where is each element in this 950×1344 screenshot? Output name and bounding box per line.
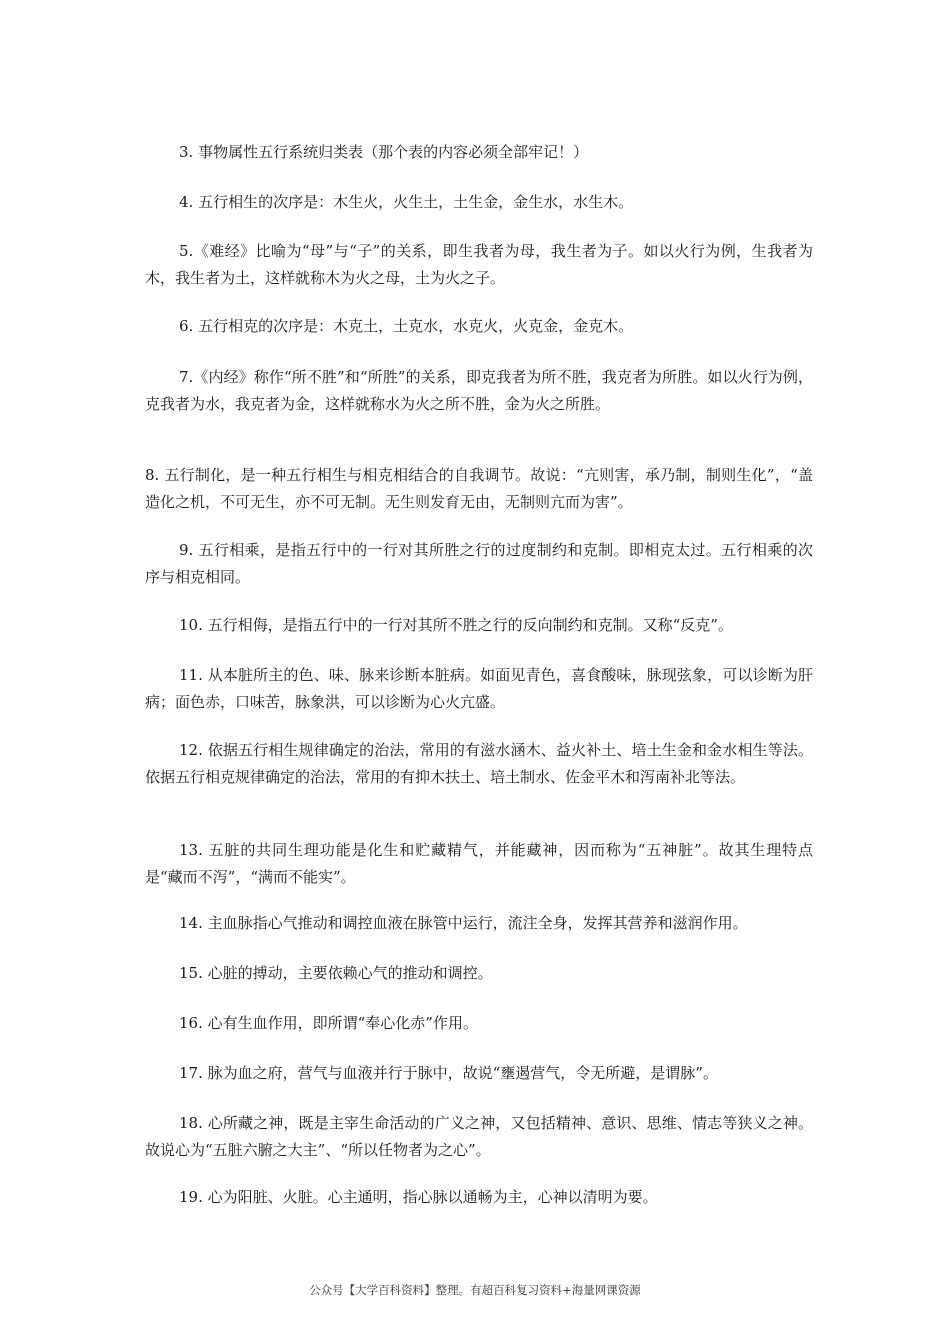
item-17: 17. 脉为血之府，营气与血液并行于脉中，故说“壅遏营气，令无所避，是谓脉”。 [179, 1064, 718, 1082]
item-9: 9. 五行相乘，是指五行中的一行对其所胜之行的过度制约和克制。即相克太过。五行相乘的次序与相克相同。 [145, 541, 813, 586]
item-4: 4. 五行相生的次序是：木生火，火生土，土生金，金生水，水生木。 [179, 193, 634, 211]
item-14: 14. 主血脉指心气推动和调控血液在脉管中运行，流注全身，发挥其营养和滋润作用。 [179, 914, 748, 932]
item-15: 15. 心脏的搏动，主要依赖心气的推动和调控。 [179, 964, 493, 982]
item-10: 10. 五行相侮，是指五行中的一行对其所不胜之行的反向制约和克制。又称“反克”。 [179, 616, 733, 634]
item-13: 13. 五脏的共同生理功能是化生和贮藏精气，并能藏神，因而称为“五神脏”。故其生理特点是“藏而不泻”，“满而不能实”。 [145, 841, 813, 886]
item-19: 19. 心为阳脏、火脏。心主通明，指心脉以通畅为主，心神以清明为要。 [179, 1188, 658, 1206]
item-7: 7.《内经》称作“所不胜”和“所胜”的关系，即克我者为所不胜，我克者为所胜。如以火行为例，克我者为水，我克者为金，这样就称水为火之所不胜，金为火之所胜。 [145, 368, 813, 413]
footer-note: 公众号【大学百科资料】整理。有超百科复习资料+海量网课资源 [309, 1283, 641, 1297]
item-18: 18. 心所藏之神，既是主宰生命活动的广义之神，又包括精神、意识、思维、情志等狭义之神。故说心为“五脏六腑之大主”、“所以任物者为之心”。 [145, 1114, 813, 1159]
item-16: 16. 心有生血作用，即所谓“奉心化赤”作用。 [179, 1014, 478, 1032]
item-8: 8. 五行制化，是一种五行相生与相克相结合的自我调节。故说：“亢则害，承乃制，制则生化”，“盖造化之机，不可无生，亦不可无制。无生则发育无由，无制则亢而为害”。 [145, 466, 813, 511]
item-12: 12. 依据五行相生规律确定的治法，常用的有滋水涵木、益火补土、培土生金和金水相生等法。依据五行相克规律确定的治法，常用的有抑木扶土、培土制水、佐金平木和泻南补北等法。 [145, 741, 813, 786]
item-5: 5.《难经》比喻为“母”与“子”的关系，即生我者为母，我生者为子。如以火行为例，生我者为木，我生者为土，这样就称木为火之母，土为火之子。 [145, 242, 813, 287]
item-3: 3. 事物属性五行系统归类表（那个表的内容必须全部牢记！） [179, 143, 589, 161]
item-11: 11. 从本脏所主的色、味、脉来诊断本脏病。如面见青色，喜食酸味，脉现弦象，可以诊断为肝病；面色赤，口味苦，脉象洪，可以诊断为心火亢盛。 [145, 666, 813, 711]
item-6: 6. 五行相克的次序是：木克土，土克水，水克火，火克金，金克木。 [179, 317, 634, 335]
